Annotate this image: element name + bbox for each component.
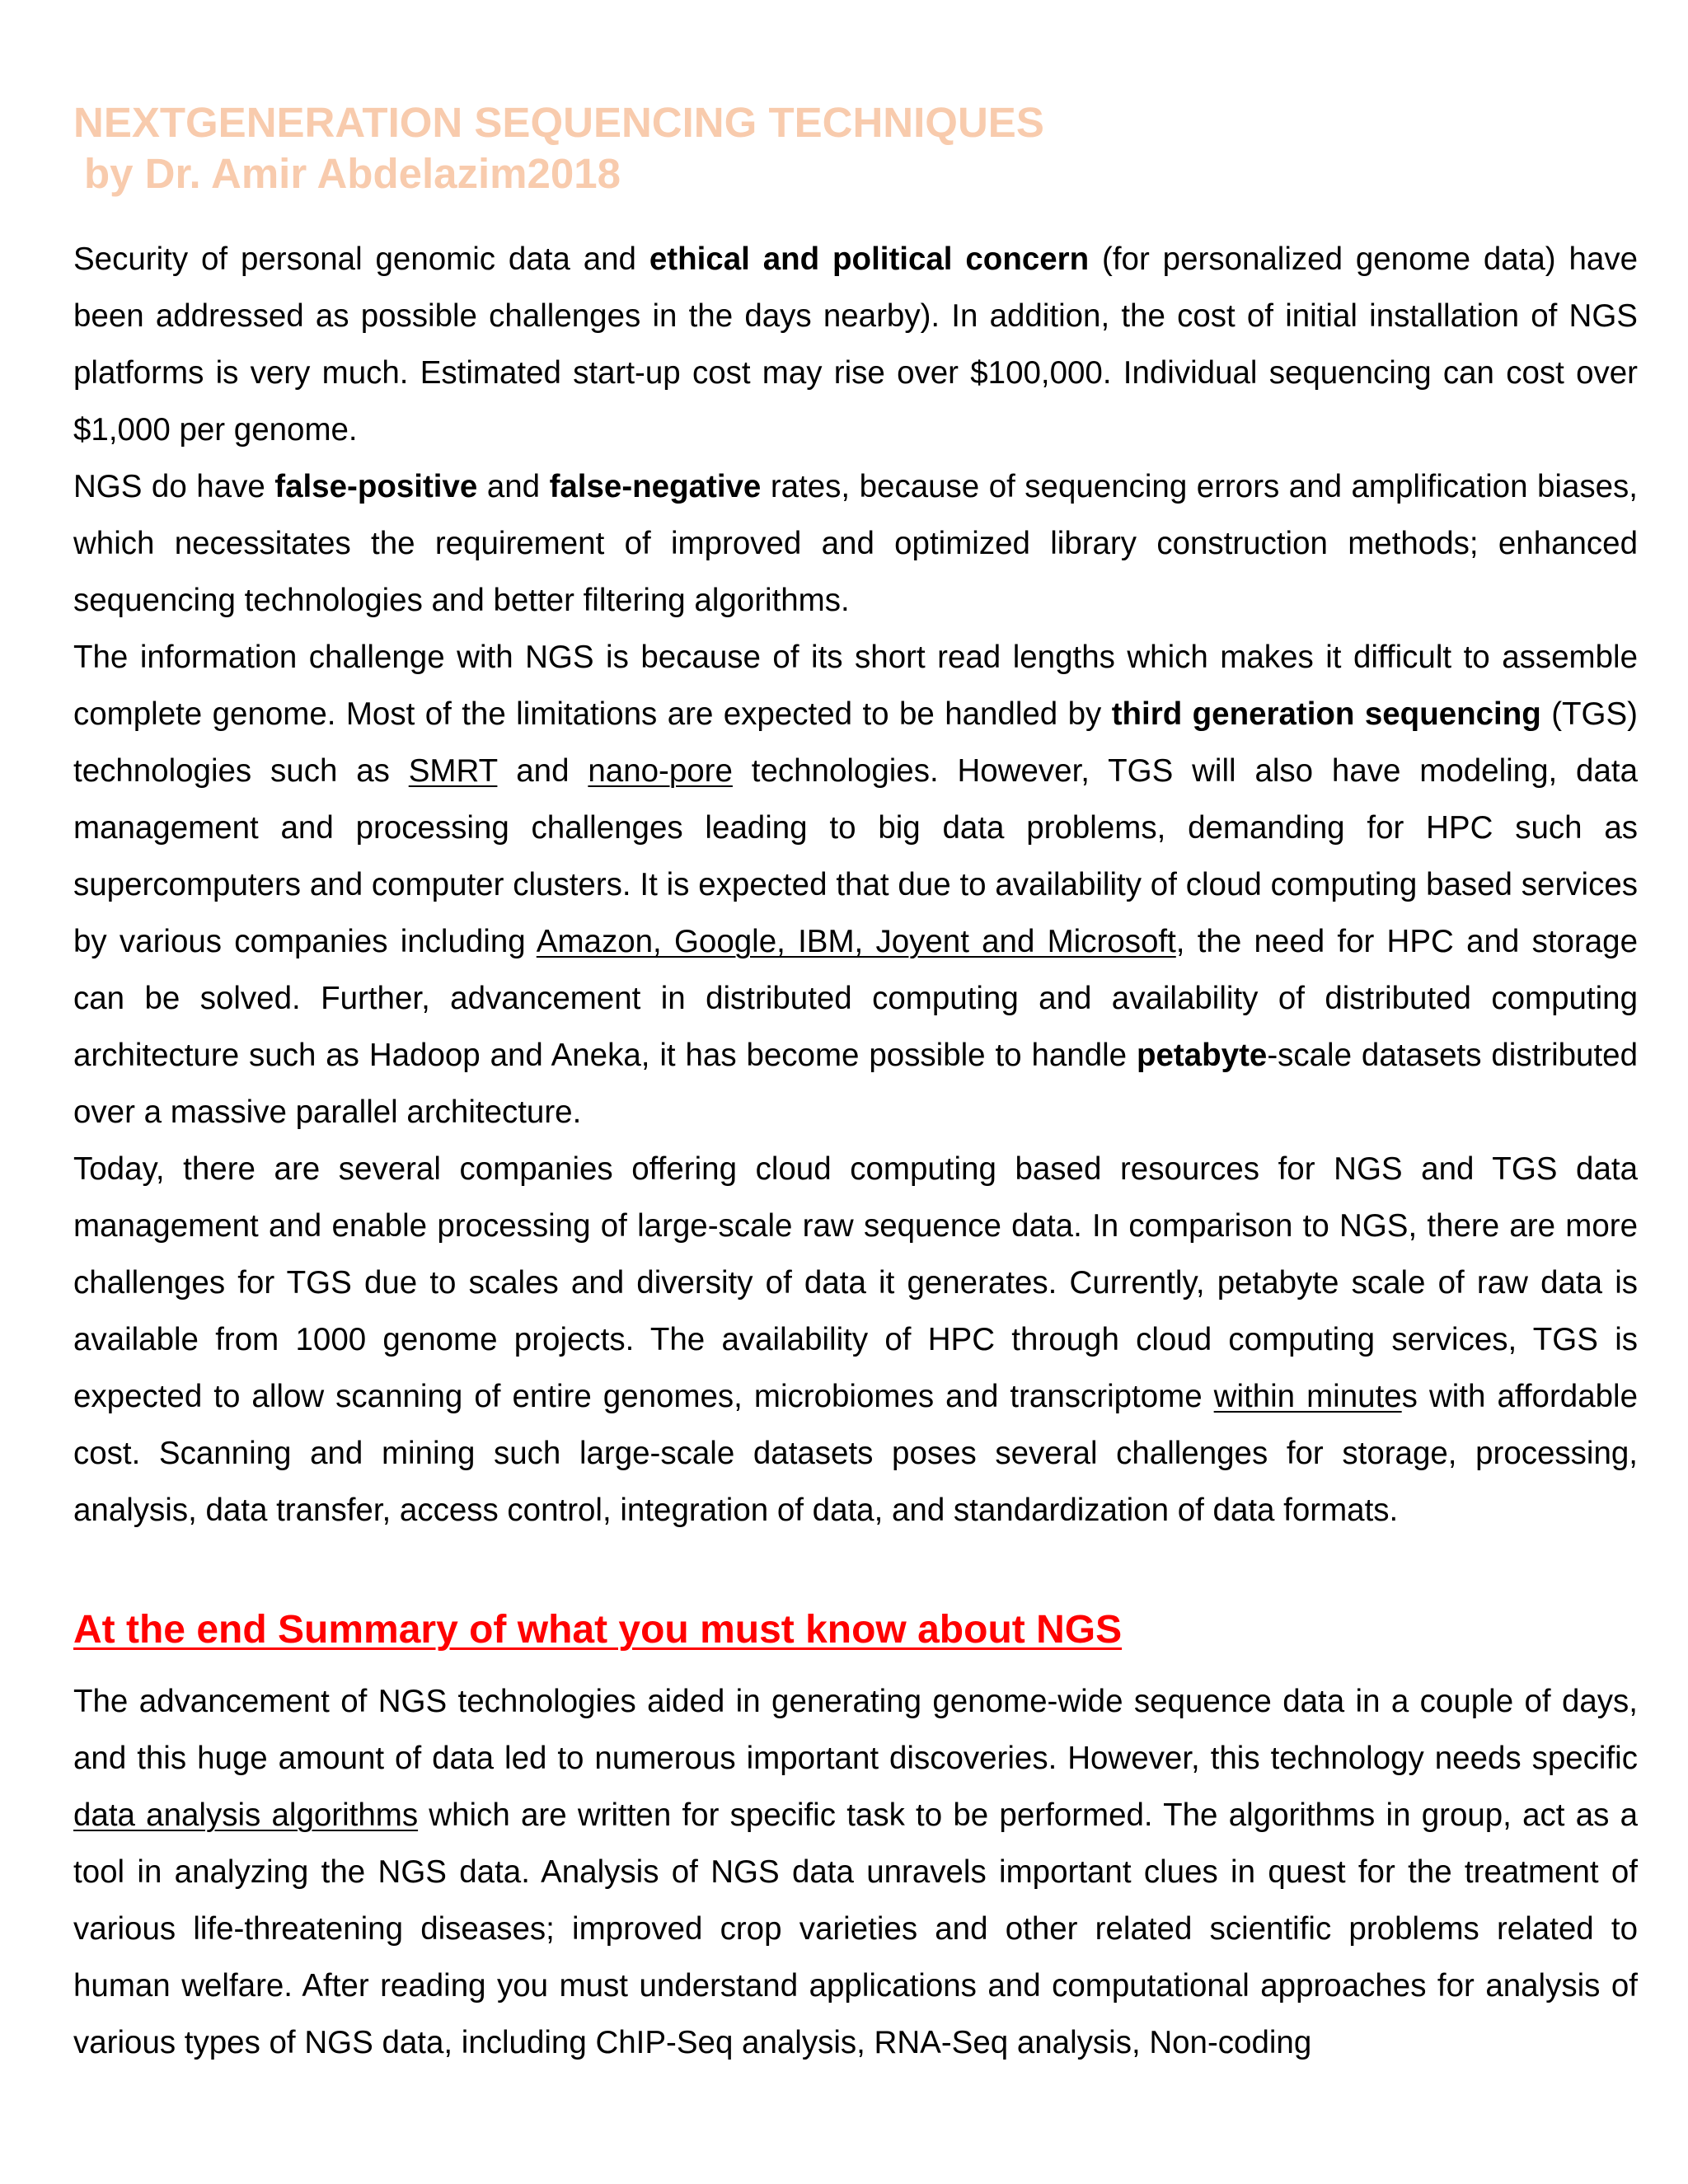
text-run: and: [497, 753, 588, 789]
summary-text: [73, 1673, 1638, 2071]
bold-term-petabyte: petabyte: [1137, 1038, 1268, 1073]
text-run: rates, because of sequencing errors and amplification biases, which necessitates the requirement of improved and optimized library construction methods; enhanced sequencing technologies and better filtering algorithms.: [73, 469, 1638, 618]
paragraph-error-rates: [73, 458, 1638, 629]
bold-term-false-positive: false-positive: [274, 469, 478, 504]
underlined-term-within-minute: within minute: [1213, 1379, 1402, 1414]
bold-term-false-negative: false-negative: [549, 469, 762, 504]
text-run: The information challenge with NGS is because of its short read lengths which makes it difficult to assemble complete genome. Most of the limitations are expected to be handled by: [73, 640, 1638, 732]
bold-term-third-generation: third generation sequencing: [1111, 696, 1541, 732]
paragraph-cloud-computing: [73, 1141, 1638, 1539]
text-run: which are written for specific task to be performed. The algorithms in group, act as a tool in analyzing the NGS data. Analysis of NGS data unravels important clues in quest for the treatment of various life-threatening diseases; improved crop varieties and other related scientific problems related to human welfare. After reading you must understand applications and computational approaches for analysis of various types of NGS data, including ChIP-Seq analysis, RNA-Seq analysis, Non-coding: [73, 1797, 1638, 2060]
document-author-byline: by Dr. Amir Abdelazim2018: [84, 150, 621, 197]
paragraph-summary: [73, 1673, 1638, 2071]
text-run: and: [477, 469, 550, 504]
body-text: [73, 231, 1638, 1539]
text-run: technologies. However, TGS will also have modeling, data management and processing challenges leading to big data problems, demanding for HPC such as supercomputers and computer clusters. It is expected that due to availability of cloud computing based services by various companies including: [73, 753, 1638, 959]
text-run: -scale datasets distributed over a massive parallel architecture.: [73, 1038, 1638, 1130]
paragraph-information-challenge: [73, 629, 1638, 1141]
paragraph-data-security: [73, 231, 1638, 458]
underlined-term-cloud-companies: Amazon, Google, IBM, Joyent and Microsoft: [536, 924, 1176, 959]
underlined-term-smrt: SMRT: [408, 753, 498, 789]
document-header: [73, 97, 1227, 199]
text-run: (TGS) technologies such as: [73, 696, 1638, 789]
text-run: Security of personal genomic data and: [73, 241, 649, 277]
text-run: NGS do have: [73, 469, 275, 504]
text-run: (for personalized genome data) have been addressed as possible challenges in the days nearby). In addition, the cost of initial installation of NGS platforms is very much. Estimated start-up cost may rise over $100,000. Individual sequencing can cost over $1,000 per genome.: [73, 241, 1638, 448]
bold-term-ethical-political: ethical and political concern: [649, 241, 1090, 277]
underlined-term-data-analysis-algorithms: data analysis algorithms: [73, 1797, 419, 1833]
underlined-term-nano-pore: nano-pore: [588, 753, 733, 789]
text-run: s with affordable cost. Scanning and mining such large-scale datasets poses several challenges for storage, processing, analysis, data transfer, access control, integration of data, and standardization of data formats.: [73, 1379, 1638, 1528]
document-title: NEXTGENERATION SEQUENCING TECHNIQUES: [73, 99, 1044, 146]
text-run: Today, there are several companies offering cloud computing based resources for NGS and TGS data management and enable processing of large-scale raw sequence data. In comparison to NGS, there are more challenges for TGS due to scales and diversity of data it generates. Currently, petabyte scale of raw data is available from 1000 genome projects. The availability of HPC through cloud computing services, TGS is expected to allow scanning of entire genomes, microbiomes and transcriptome: [73, 1151, 1638, 1414]
summary-heading: At the end Summary of what you must know about NGS: [73, 1608, 1123, 1652]
text-run: The advancement of NGS technologies aided in generating genome-wide sequence data in a couple of days, and this huge amount of data led to numerous important discoveries. However, this technology needs specific: [73, 1684, 1638, 1776]
text-run: , the need for HPC and storage can be solved. Further, advancement in distributed computing and availability of distributed computing architecture such as Hadoop and Aneka, it has become possible to handle: [73, 924, 1638, 1073]
